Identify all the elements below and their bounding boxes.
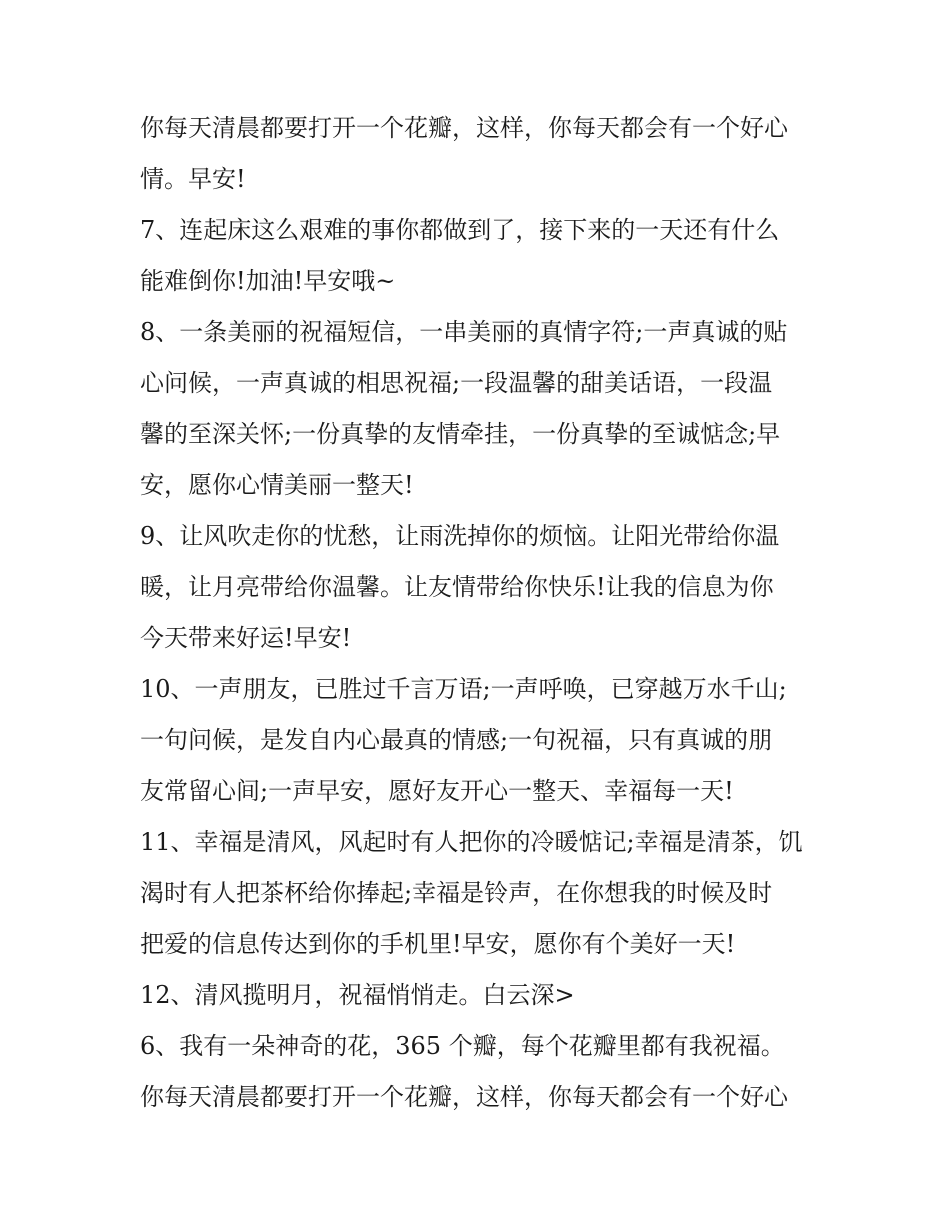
text-line: 暖，让月亮带给你温馨。让友情带给你快乐!让我的信息为你 bbox=[140, 573, 774, 601]
text-line: 友常留心间;一声早安，愿好友开心一整天、幸福每一天! bbox=[140, 777, 734, 805]
text-line: 你每天清晨都要打开一个花瓣，这样，你每天都会有一个好心 bbox=[140, 1083, 788, 1111]
text-line: 安，愿你心情美丽一整天! bbox=[140, 471, 414, 499]
text-line: 情。早安! bbox=[140, 165, 246, 193]
text-line: 你每天清晨都要打开一个花瓣，这样，你每天都会有一个好心 bbox=[140, 114, 788, 142]
text-line: 能难倒你!加油!早安哦~ bbox=[140, 267, 396, 295]
text-line: 馨的至深关怀;一份真挚的友情牵挂，一份真挚的至诚惦念;早 bbox=[140, 420, 781, 448]
text-line: 8、一条美丽的祝福短信，一串美丽的真情字符;一声真诚的贴 bbox=[140, 318, 788, 346]
document-body bbox=[140, 103, 820, 1123]
text-line: 一句问候，是发自内心最真的情感;一句祝福，只有真诚的朋 bbox=[140, 726, 773, 754]
text-line: 6、我有一朵神奇的花，365 个瓣，每个花瓣里都有我祝福。 bbox=[140, 1032, 785, 1060]
text-line: 渴时有人把茶杯给你捧起;幸福是铃声，在你想我的时候及时 bbox=[140, 879, 773, 907]
text-line: 9、让风吹走你的忧愁，让雨洗掉你的烦恼。让阳光带给你温 bbox=[140, 522, 780, 550]
text-line: 12、清风揽明月，祝福悄悄走。白云深> bbox=[140, 981, 575, 1009]
text-line: 心问候，一声真诚的相思祝福;一段温馨的甜美话语，一段温 bbox=[140, 369, 773, 397]
text-line: 把爱的信息传达到你的手机里!早安，愿你有个美好一天! bbox=[140, 930, 736, 958]
text-line: 11、幸福是清风，风起时有人把你的冷暖惦记;幸福是清茶，饥 bbox=[140, 828, 803, 856]
text-line: 7、连起床这么艰难的事你都做到了，接下来的一天还有什么 bbox=[140, 216, 780, 244]
text-line: 今天带来好运!早安! bbox=[140, 624, 352, 652]
text-line: 10、一声朋友，已胜过千言万语;一声呼唤，已穿越万水千山; bbox=[140, 675, 787, 703]
